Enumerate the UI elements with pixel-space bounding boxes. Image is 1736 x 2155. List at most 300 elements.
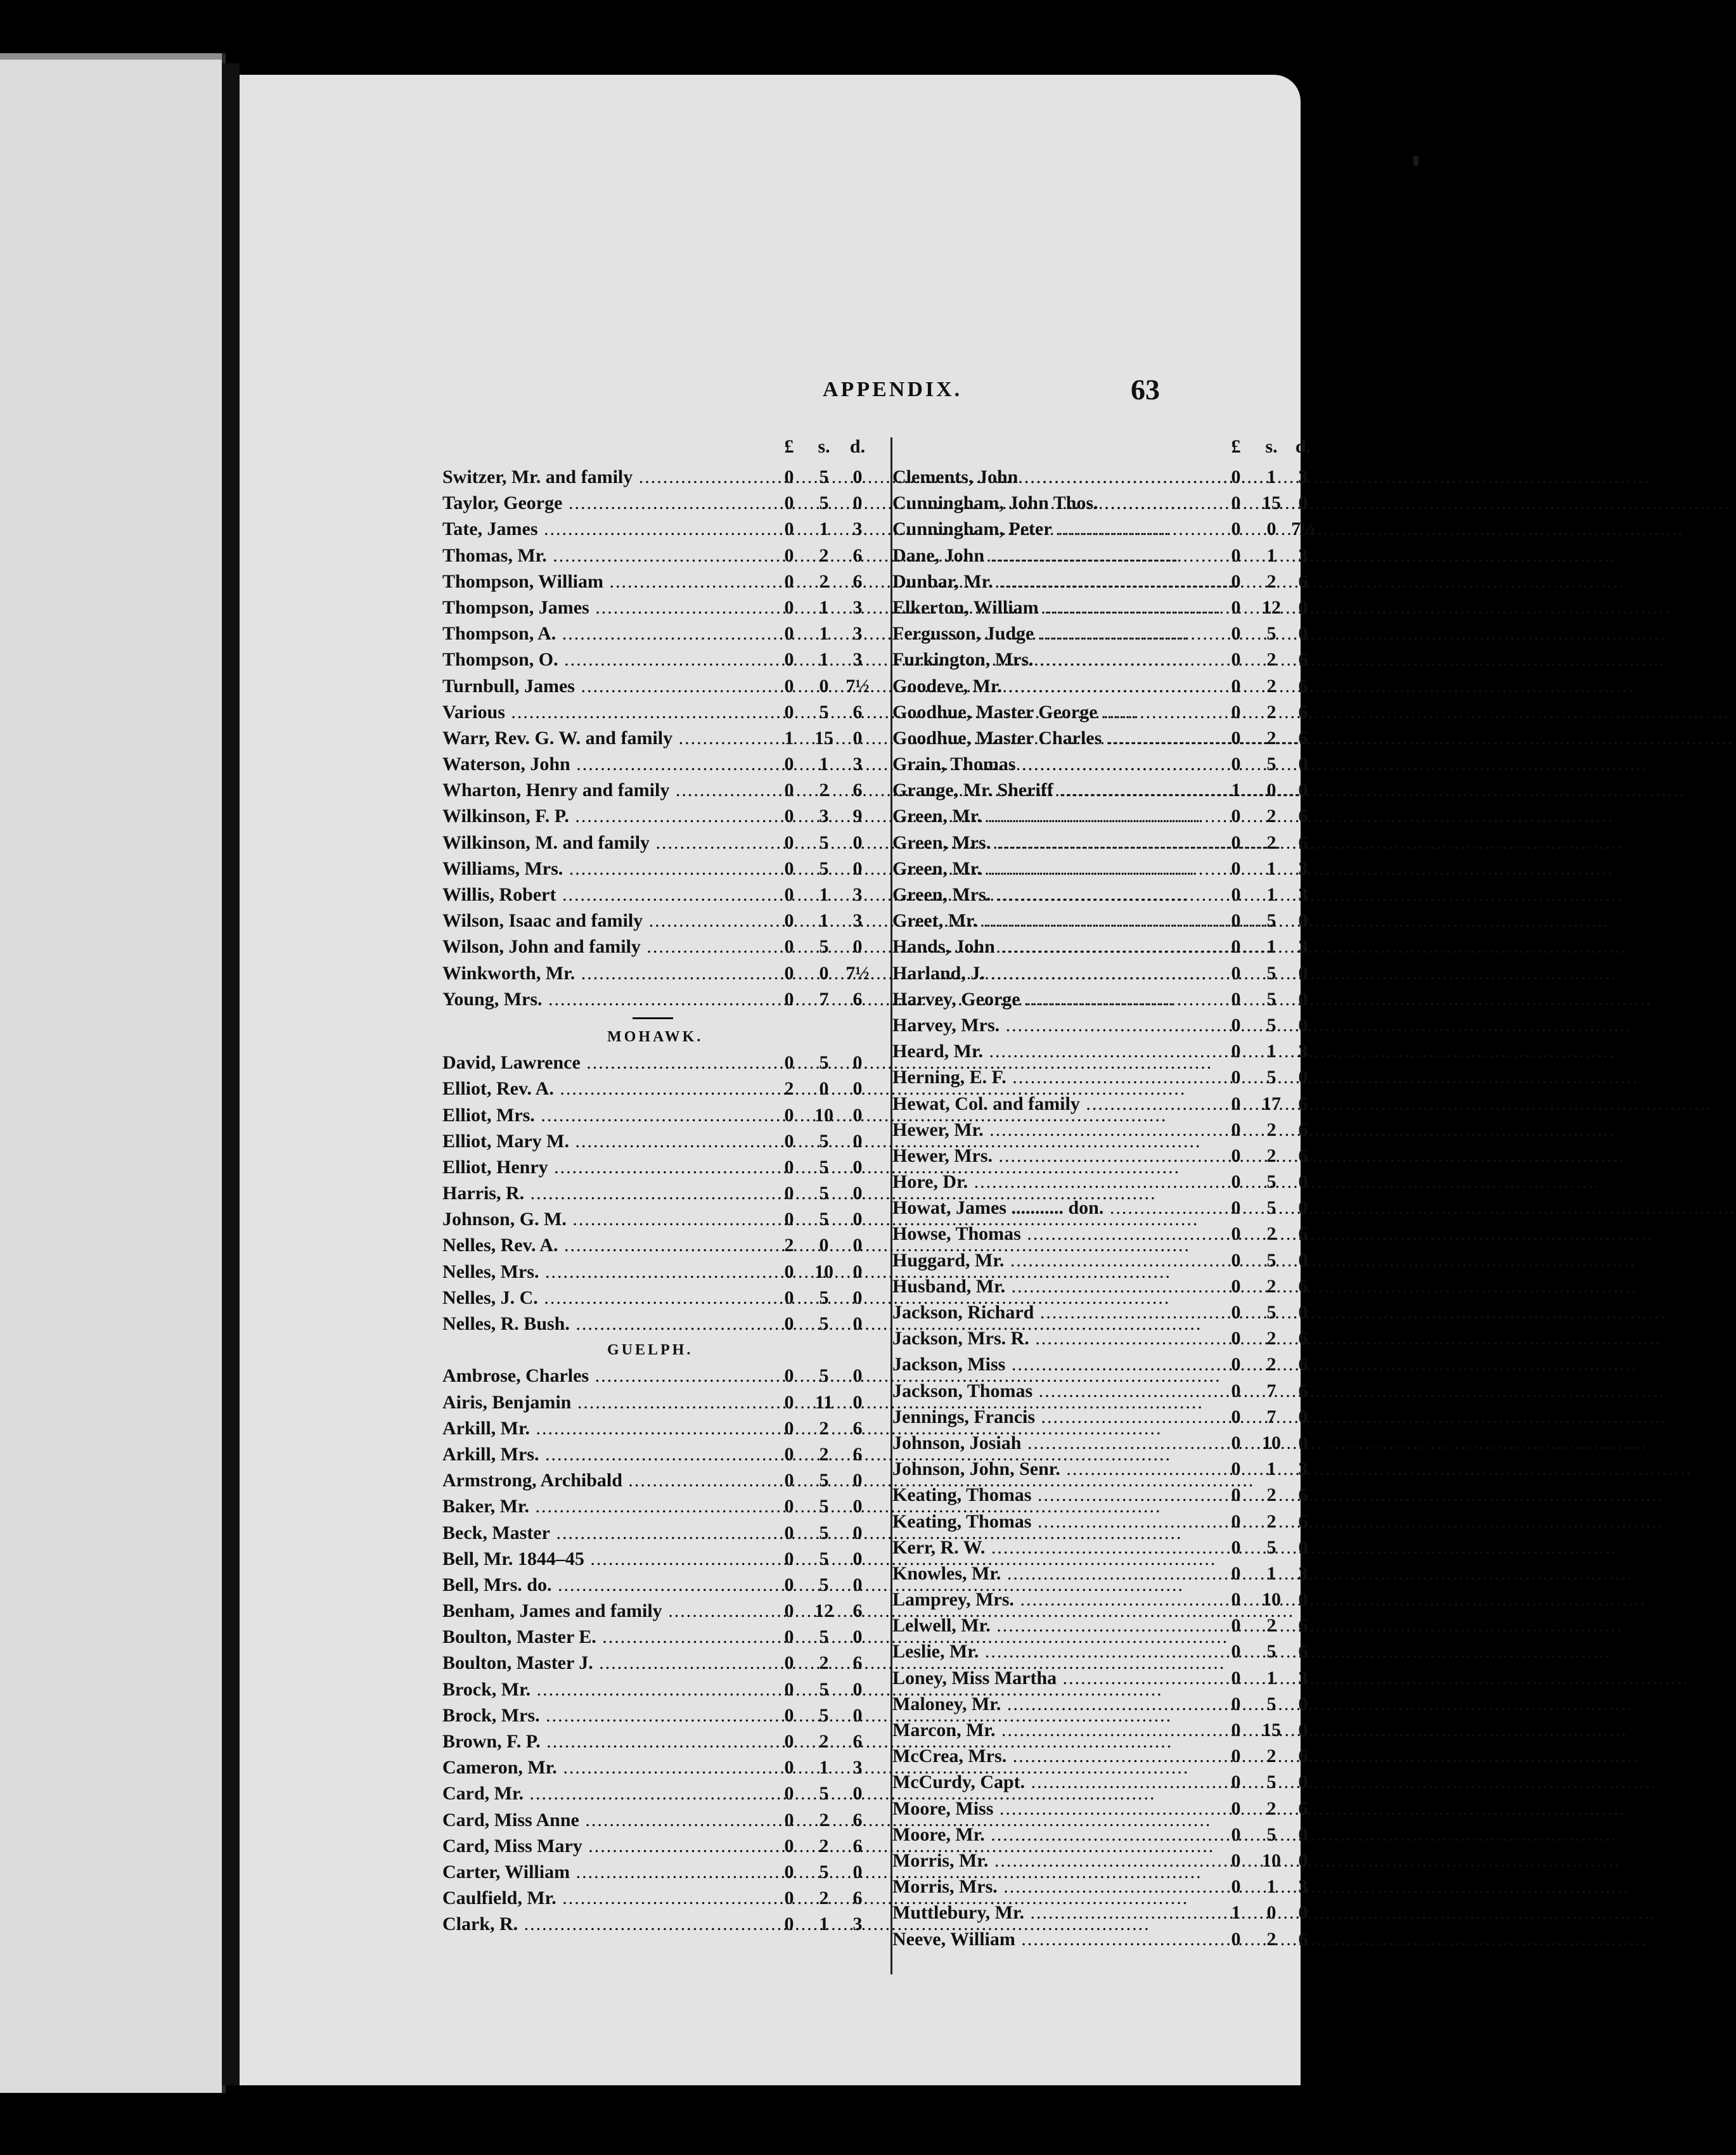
subscriber-entry — [892, 1743, 1564, 1769]
amount-shillings: 12 — [814, 1600, 833, 1622]
amount-pence: 0 — [1298, 1302, 1308, 1323]
page-speck — [1413, 156, 1418, 166]
subscriber-name: Knowles, Mr. ..... — [892, 1560, 1190, 1586]
amount-shillings: 7 — [1266, 1380, 1276, 1401]
subscriber-entry — [892, 1560, 1564, 1586]
subscriber-entry — [892, 595, 1564, 621]
amount-pounds: 0 — [1231, 754, 1241, 775]
amount-pounds: 0 — [1231, 1458, 1241, 1480]
amount-pounds: 0 — [1231, 1667, 1241, 1689]
amount-pence: 6 — [1298, 1275, 1308, 1297]
subscriber-entry — [892, 1378, 1564, 1404]
subscriber-name: Green, Mrs. ..... — [892, 882, 1190, 908]
amount-pence: 6 — [852, 1888, 863, 1909]
subscriber-name: Harvey, George ..... — [892, 986, 1190, 1012]
amount-pounds: 0 — [1231, 1484, 1241, 1506]
subscriber-name: Lelwell, Mr. ..... — [892, 1612, 1190, 1638]
amount-pounds: 0 — [784, 1835, 794, 1856]
subscriber-entry — [892, 1169, 1564, 1195]
amount-pence: 0 — [852, 1522, 863, 1543]
subscriber-entry — [892, 986, 1564, 1012]
page-title: APPENDIX. — [823, 378, 963, 401]
amount-pence: 0 — [852, 492, 863, 514]
amount-pence: 3 — [852, 596, 863, 618]
amount-pounds: 0 — [784, 1783, 794, 1804]
amount-pounds: 0 — [1231, 1093, 1241, 1114]
subscriber-entry — [892, 777, 1564, 803]
amount-pounds: 0 — [1231, 806, 1241, 827]
amount-pounds: 0 — [1231, 596, 1241, 618]
amount-pounds: 0 — [1231, 623, 1241, 645]
subscriber-entry — [892, 1691, 1564, 1717]
amount-shillings: 2 — [819, 1417, 829, 1439]
subscriber-entry — [892, 1456, 1564, 1482]
amount-pence: 6 — [1298, 1615, 1308, 1637]
subscriber-name: McCrea, Mrs. ..... — [892, 1743, 1190, 1769]
amount-shillings: 3 — [819, 806, 829, 827]
amount-pounds: 0 — [784, 518, 794, 540]
subscriber-name: Maloney, Mr. ..... — [892, 1691, 1190, 1717]
amount-pence: 6 — [852, 1731, 863, 1752]
subscriber-name: Cunningham, Peter ..... — [892, 516, 1190, 542]
subscriber-name: Boulton, Master E. ..... — [442, 1624, 740, 1650]
amount-pence: 0 — [852, 1626, 863, 1648]
amount-pounds: 0 — [1231, 884, 1241, 905]
subscriber-name: Young, Mrs. ..... — [442, 986, 740, 1012]
amount-pounds: 0 — [1231, 1014, 1241, 1036]
amount-shillings: 2 — [1266, 701, 1276, 723]
subscriber-list-right — [892, 464, 1564, 1952]
amount-pence: 3 — [1298, 1458, 1308, 1480]
amount-pence: 0 — [1298, 623, 1308, 645]
amount-pounds: 0 — [784, 1731, 794, 1752]
amount-pounds: 0 — [784, 1261, 794, 1282]
amount-pounds: 0 — [1231, 1145, 1241, 1166]
amount-shillings: 5 — [819, 1678, 829, 1700]
amount-pounds: 0 — [1231, 1067, 1241, 1088]
amount-shillings: 2 — [1266, 1354, 1276, 1375]
amount-pounds: 0 — [1231, 832, 1241, 853]
amount-shillings: 5 — [1266, 1067, 1276, 1088]
amount-pounds: 0 — [1231, 675, 1241, 697]
subscriber-name: Howat, James ........... don. ..... — [892, 1195, 1190, 1221]
amount-pence: 6 — [1298, 1223, 1308, 1245]
amount-shillings: 5 — [819, 1287, 829, 1308]
amount-pounds: 0 — [784, 962, 794, 984]
subscriber-entry — [892, 1430, 1564, 1456]
amount-shillings: 2 — [819, 1835, 829, 1856]
amount-pounds: 0 — [1231, 1641, 1241, 1663]
amount-pounds: 0 — [1231, 1406, 1241, 1427]
amount-pence: 6 — [1298, 675, 1308, 697]
amount-pounds: 0 — [784, 1914, 794, 1935]
subscriber-name: Elliot, Mrs. ..... — [442, 1102, 740, 1128]
amount-shillings: 1 — [1266, 1876, 1276, 1898]
amount-pence: 6 — [852, 1600, 863, 1622]
amount-pounds: 0 — [1231, 1562, 1241, 1584]
subscriber-name: Switzer, Mr. and family ..... — [442, 464, 740, 490]
pence-header: d. — [849, 436, 866, 457]
amount-pounds: 0 — [784, 884, 794, 905]
amount-pounds: 0 — [1231, 1720, 1241, 1740]
amount-pounds: 0 — [1231, 1328, 1241, 1349]
amount-pence: 0 — [852, 1078, 863, 1100]
amount-pounds: 0 — [1231, 518, 1241, 540]
amount-shillings: 5 — [1266, 962, 1276, 984]
subscriber-name: Baker, Mr. ..... — [442, 1493, 740, 1519]
amount-pounds: 0 — [784, 988, 794, 1010]
amount-pounds: 0 — [784, 1704, 794, 1726]
amount-pence: 0 — [852, 727, 863, 749]
subscriber-entry — [892, 803, 1564, 829]
section-heading-guelph: GUELPH. — [607, 1342, 693, 1359]
subscriber-name: Jackson, Mrs. R. ..... — [892, 1325, 1190, 1351]
amount-shillings: 2 — [1266, 1328, 1276, 1349]
amount-pounds: 0 — [1231, 910, 1241, 932]
subscriber-entry — [892, 464, 1564, 490]
amount-pence: 6 — [1298, 727, 1308, 749]
subscriber-name: Elliot, Henry ..... — [442, 1154, 740, 1180]
amount-pence: 3 — [1298, 544, 1308, 566]
subscriber-entry — [892, 1665, 1564, 1691]
amount-shillings: 17 — [1262, 1093, 1281, 1114]
subscriber-name: Arkill, Mr. ..... — [442, 1415, 740, 1441]
amount-shillings: 2 — [1266, 649, 1276, 671]
amount-pence: 3 — [1298, 466, 1308, 487]
amount-shillings: 15 — [1262, 492, 1281, 514]
subscriber-name: Card, Miss Mary ..... — [442, 1833, 740, 1859]
amount-shillings: 5 — [1266, 754, 1276, 775]
subscriber-name: David, Lawrence ..... — [442, 1050, 740, 1076]
amount-pence: 0 — [1298, 1432, 1308, 1453]
amount-pence: 3 — [1298, 1667, 1308, 1689]
amount-pence: 0 — [852, 1391, 863, 1413]
subscriber-entry — [892, 1221, 1564, 1247]
subscriber-entry — [892, 673, 1564, 699]
amount-pence: 6 — [852, 570, 863, 592]
subscriber-name: Muttlebury, Mr. ..... — [892, 1900, 1190, 1926]
subscriber-entry — [892, 1143, 1564, 1169]
amount-pence: 6 — [852, 1835, 863, 1856]
subscriber-entry — [892, 1247, 1564, 1273]
amount-pounds: 0 — [1231, 858, 1241, 879]
amount-pence: 0 — [852, 1261, 863, 1282]
amount-shillings: 5 — [819, 1548, 829, 1569]
amount-shillings: 1 — [819, 884, 829, 905]
amount-pounds: 0 — [1231, 1536, 1241, 1558]
amount-pence: 0 — [852, 832, 863, 853]
amount-pounds: 0 — [1231, 1041, 1241, 1062]
subscriber-name: Wilkinson, F. P. ..... — [442, 803, 740, 829]
subscriber-name: Brown, F. P. ..... — [442, 1728, 740, 1754]
amount-shillings: 0 — [819, 675, 829, 697]
subscriber-entry — [892, 1848, 1564, 1874]
amount-pence: 0 — [852, 1104, 863, 1126]
amount-pounds: 0 — [784, 1104, 794, 1126]
subscriber-name: Johnson, John, Senr. ..... — [892, 1456, 1190, 1482]
subscriber-name: Thompson, James ..... — [442, 595, 740, 621]
amount-shillings: 10 — [814, 1261, 833, 1282]
amount-pounds: 0 — [784, 596, 794, 618]
subscriber-name: Thompson, William ..... — [442, 569, 740, 595]
page-header — [240, 373, 1301, 411]
amount-pence: 6 — [1298, 1380, 1308, 1401]
subscriber-name: Winkworth, Mr. ..... — [442, 960, 740, 986]
amount-pence: 0 — [852, 1861, 863, 1882]
subscriber-name: Harvey, Mrs. ..... — [892, 1012, 1190, 1038]
amount-shillings: 0 — [819, 1078, 829, 1100]
amount-pounds: 0 — [784, 1313, 794, 1334]
amount-pence: 0 — [1298, 1249, 1308, 1271]
amount-shillings: 2 — [819, 570, 829, 592]
amount-pence: 6 — [1298, 701, 1308, 723]
amount-pounds: 0 — [1231, 570, 1241, 592]
subscriber-entry — [892, 725, 1564, 751]
amount-pounds: 0 — [1231, 962, 1241, 984]
subscriber-name: Thompson, A. ..... — [442, 621, 740, 646]
amount-shillings: 5 — [819, 1704, 829, 1726]
amount-pounds: 0 — [784, 1522, 794, 1543]
subscriber-name: Clark, R. ..... — [442, 1911, 740, 1937]
subscriber-entry — [892, 856, 1564, 882]
subscriber-name: Hands, John ..... — [892, 934, 1190, 960]
amount-pence: 0 — [1298, 1197, 1308, 1219]
amount-pence: 3 — [852, 884, 863, 905]
shillings-header: s. — [1265, 436, 1278, 457]
subscriber-name: Nelles, J. C. ..... — [442, 1285, 740, 1311]
subscriber-name: McCurdy, Capt. ..... — [892, 1769, 1190, 1795]
amount-shillings: 2 — [819, 1809, 829, 1830]
amount-pounds: 0 — [784, 754, 794, 775]
amount-shillings: 2 — [1266, 1798, 1276, 1819]
amount-shillings: 2 — [1266, 832, 1276, 853]
amount-shillings: 5 — [1266, 1171, 1276, 1193]
subscriber-name: Jackson, Thomas ..... — [892, 1378, 1190, 1404]
amount-pounds: 0 — [1231, 1223, 1241, 1245]
amount-pounds: 0 — [784, 780, 794, 801]
subscriber-name: Green, Mr. ..... — [892, 803, 1190, 829]
amount-pounds: 0 — [1231, 701, 1241, 723]
subscriber-name: Moore, Miss ..... — [892, 1796, 1190, 1822]
subscriber-name: Airis, Benjamin ..... — [442, 1389, 740, 1415]
subscriber-entry — [892, 1091, 1564, 1117]
amount-shillings: 2 — [1266, 727, 1276, 749]
subscriber-name: Hewat, Col. and family ..... — [892, 1091, 1190, 1117]
subscriber-entry — [892, 569, 1564, 595]
subscriber-name: Wharton, Henry and family ..... — [442, 777, 740, 803]
amount-pence: 3 — [852, 1914, 863, 1935]
amount-pounds: 2 — [784, 1078, 794, 1100]
amount-shillings: 12 — [1262, 596, 1281, 618]
subscriber-entry — [892, 1874, 1564, 1900]
amount-pounds: 0 — [784, 1757, 794, 1779]
amount-pounds: 0 — [1231, 1693, 1241, 1714]
amount-pence: 0 — [852, 1209, 863, 1230]
amount-pence: 3 — [1298, 1876, 1308, 1898]
amount-shillings: 5 — [819, 1365, 829, 1387]
book-gutter — [222, 63, 240, 2085]
amount-shillings: 1 — [1266, 1458, 1276, 1480]
subscriber-name: Johnson, G. M. ..... — [442, 1206, 740, 1232]
amount-pounds: 0 — [1231, 1119, 1241, 1140]
amount-pounds: 1 — [1231, 780, 1241, 801]
amount-pence: 3 — [1298, 858, 1308, 879]
amount-pounds: 0 — [1231, 1380, 1241, 1401]
amount-pounds: 0 — [784, 1391, 794, 1413]
amount-shillings: 7 — [819, 988, 829, 1010]
amount-pence: 0 — [852, 1704, 863, 1726]
amount-pence: 6 — [1298, 570, 1308, 592]
subscriber-entry — [892, 1117, 1564, 1143]
subscriber-name: Moore, Mr. ..... — [892, 1822, 1190, 1848]
document-page — [240, 75, 1315, 2085]
amount-shillings: 5 — [1266, 1536, 1276, 1558]
subscriber-name: Card, Mr. ..... — [442, 1780, 740, 1806]
subscriber-name: Harris, R. ..... — [442, 1180, 740, 1206]
amount-pence: 0 — [1298, 1693, 1308, 1714]
amount-pence: 3 — [1298, 936, 1308, 958]
amount-pounds: 0 — [1231, 1171, 1241, 1193]
subscriber-entry — [892, 751, 1564, 777]
amount-pence: 6 — [1298, 832, 1308, 853]
amount-pence: 6 — [852, 988, 863, 1010]
amount-shillings: 1 — [819, 754, 829, 775]
amount-shillings: 5 — [819, 1130, 829, 1152]
amount-pence: 0 — [1298, 988, 1308, 1010]
amount-pence: 0 — [1298, 1720, 1308, 1740]
amount-pence: 6 — [852, 1652, 863, 1674]
amount-pounds: 0 — [1231, 988, 1241, 1010]
subscriber-name: Neeve, William ..... — [892, 1926, 1190, 1952]
subscriber-entry — [892, 621, 1564, 646]
amount-shillings: 5 — [819, 466, 829, 487]
amount-shillings: 0 — [819, 1235, 829, 1256]
amount-shillings: 2 — [819, 1888, 829, 1909]
amount-shillings: 1 — [819, 1757, 829, 1779]
amount-pounds: 0 — [784, 1548, 794, 1569]
amount-pence: 6 — [1298, 1641, 1308, 1663]
amount-pence: 3 — [1298, 1562, 1308, 1584]
amount-pounds: 0 — [784, 1809, 794, 1830]
subscriber-name: Brock, Mr. ..... — [442, 1676, 740, 1702]
amount-pounds: 0 — [784, 1600, 794, 1622]
subscriber-entry — [892, 960, 1564, 986]
subscriber-name: Arkill, Mrs. ..... — [442, 1441, 740, 1467]
subscriber-name: Keating, Thomas ..... — [892, 1508, 1190, 1534]
amount-pence: 0 — [852, 1287, 863, 1308]
subscriber-entry — [892, 1822, 1564, 1848]
amount-pence: 0 — [1298, 492, 1308, 514]
subscriber-name: Warr, Rev. G. W. and family ..... — [442, 725, 740, 751]
amount-pounds: 0 — [1231, 1589, 1241, 1611]
amount-pence: 0 — [1298, 1902, 1308, 1924]
amount-pence: 0 — [1298, 1849, 1308, 1871]
amount-pence: 0 — [852, 858, 863, 879]
amount-pounds: 0 — [1231, 1249, 1241, 1271]
amount-pounds: 0 — [1231, 1849, 1241, 1871]
subscriber-name: Hewer, Mrs. ..... — [892, 1143, 1190, 1169]
subscriber-name: Boulton, Master J. ..... — [442, 1650, 740, 1676]
amount-shillings: 10 — [814, 1104, 833, 1126]
amount-pence: 0 — [852, 1365, 863, 1387]
amount-shillings: 10 — [1262, 1589, 1281, 1611]
amount-pounds: 0 — [784, 1443, 794, 1465]
amount-pence: 6 — [1298, 806, 1308, 827]
amount-shillings: 1 — [1266, 466, 1276, 487]
amount-shillings: 1 — [1266, 1041, 1276, 1062]
amount-pounds: 0 — [1231, 1928, 1241, 1950]
shillings-header: s. — [818, 436, 830, 457]
subscriber-entry — [892, 1534, 1564, 1560]
amount-pounds: 0 — [784, 936, 794, 958]
subscriber-name: Thomas, Mr. ..... — [442, 543, 740, 569]
subscriber-name: Leslie, Mr. ..... — [892, 1638, 1190, 1664]
amount-pence: 0 — [852, 1548, 863, 1569]
subscriber-entry — [892, 1638, 1564, 1664]
subscriber-name: Beck, Master ..... — [442, 1520, 740, 1546]
subscriber-name: Goodhue, Master George ..... — [892, 699, 1190, 725]
subscriber-name: Keating, Thomas ..... — [892, 1482, 1190, 1508]
amount-pounds: 0 — [1231, 1354, 1241, 1375]
amount-pence: 6 — [1298, 1093, 1308, 1114]
amount-pounds: 0 — [1231, 1510, 1241, 1532]
subscriber-entry — [892, 1586, 1564, 1612]
amount-shillings: 5 — [819, 1183, 829, 1204]
amount-pounds: 0 — [784, 1052, 794, 1074]
amount-pence: 0 — [852, 1783, 863, 1804]
amount-pence: 0 — [852, 1156, 863, 1178]
amount-pence: 6 — [852, 544, 863, 566]
amount-shillings: 5 — [819, 1209, 829, 1230]
subscriber-name: Williams, Mrs. ..... — [442, 856, 740, 882]
amount-pounds: 0 — [784, 1888, 794, 1909]
subscriber-name: Hore, Dr. ..... — [892, 1169, 1190, 1195]
subscriber-entry — [892, 490, 1564, 516]
amount-shillings: 15 — [1262, 1720, 1281, 1740]
subscriber-name: Harland, J. ..... — [892, 960, 1190, 986]
amount-shillings: 5 — [819, 1470, 829, 1491]
subscriber-name: Brock, Mrs. ..... — [442, 1702, 740, 1728]
amount-pounds: 0 — [784, 1130, 794, 1152]
amount-pence: 0 — [852, 1183, 863, 1204]
amount-pounds: 0 — [784, 1470, 794, 1491]
amount-pence: 0 — [852, 1678, 863, 1700]
amount-pence: 6 — [852, 1809, 863, 1830]
amount-shillings: 5 — [819, 492, 829, 514]
subscriber-entry — [892, 882, 1564, 908]
amount-pounds: 0 — [784, 1156, 794, 1178]
subscriber-entry — [892, 1796, 1564, 1822]
subscriber-name: Jackson, Miss ..... — [892, 1351, 1190, 1377]
subscriber-entry — [892, 1064, 1564, 1090]
amount-shillings: 2 — [1266, 1484, 1276, 1506]
amount-pence: 0 — [1298, 962, 1308, 984]
amount-shillings: 5 — [819, 1052, 829, 1074]
subscriber-entry — [892, 908, 1564, 934]
subscriber-entry — [892, 1404, 1564, 1430]
subscriber-entry — [892, 1612, 1564, 1638]
amount-pounds: 0 — [784, 858, 794, 879]
amount-pence: 6 — [1298, 1928, 1308, 1950]
facing-page-edge — [0, 53, 222, 60]
pounds-header: £ — [784, 436, 794, 457]
amount-shillings: 2 — [1266, 1223, 1276, 1245]
amount-shillings: 1 — [1266, 1667, 1276, 1689]
amount-shillings: 5 — [1266, 1641, 1276, 1663]
amount-pence: 6 — [852, 780, 863, 801]
amount-shillings: 0 — [819, 962, 829, 984]
subscriber-name: Waterson, John ..... — [442, 751, 740, 777]
